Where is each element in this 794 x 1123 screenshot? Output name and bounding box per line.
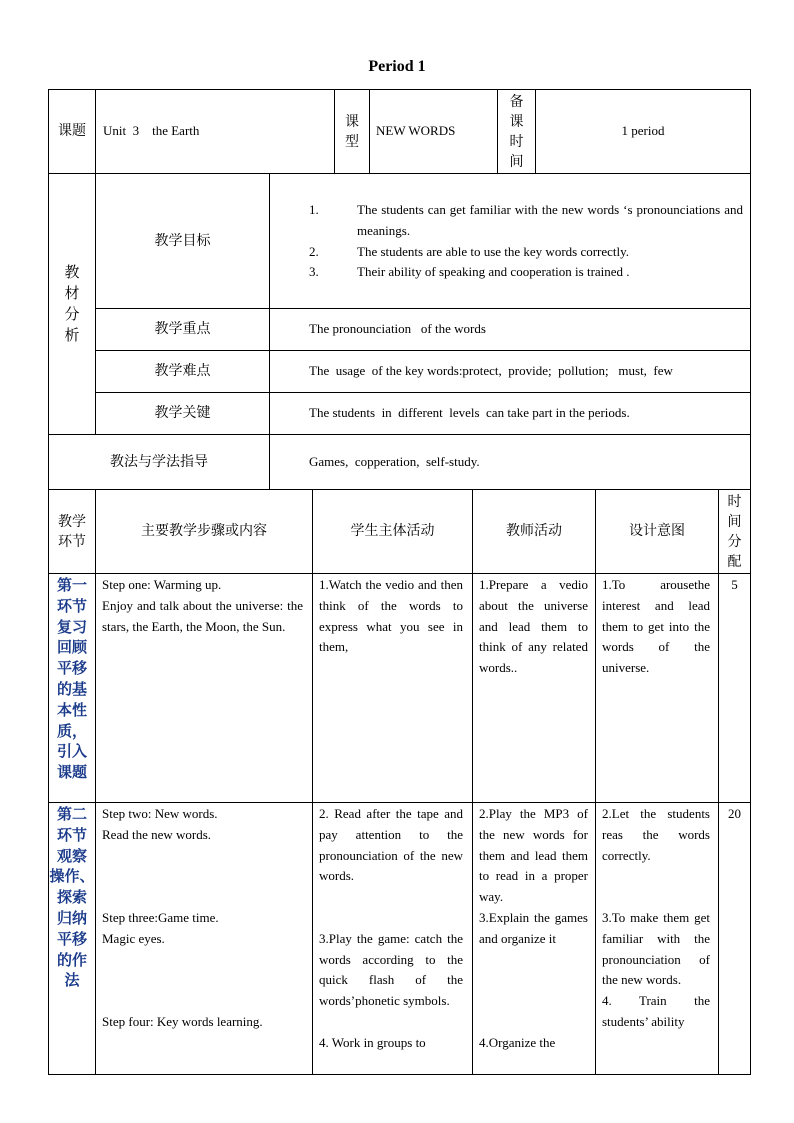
stage-2-label: 第二 环节 观察 操作、 探索 归纳 平移 的作 法 bbox=[49, 805, 95, 990]
step-2-teacher: 2.Play the MP3 of the new words for them and lead them to read in a proper way. 3.Explain the games and organize it 4.Organize the bbox=[479, 806, 588, 1050]
step-1-teacher: 1.Prepare a vedio about the universe and lead them to think of any related words.. bbox=[479, 577, 588, 676]
method-value: Games, copperation, self-study. bbox=[309, 453, 480, 469]
method-label: 教法与学法指导 bbox=[110, 453, 208, 470]
topic-value: Unit 3 the Earth bbox=[103, 123, 200, 139]
col-header-content: 主要教学步骤或内容 bbox=[141, 523, 267, 540]
prep-time-label: 备 课 时 间 bbox=[509, 93, 524, 170]
key-points-label: 教学重点 bbox=[154, 321, 211, 338]
stage-1-label: 第一 环节 复习 回顾 平移 的基 本性 质， 引入 课题 bbox=[56, 576, 87, 782]
crux-value: The students in different levels can take part in the periods. bbox=[309, 405, 630, 421]
topic-label: 课题 bbox=[58, 123, 86, 140]
goals-list bbox=[309, 200, 743, 283]
page-title: Period 1 bbox=[368, 58, 426, 75]
step-2-time: 20 bbox=[728, 806, 741, 821]
type-value: NEW WORDS bbox=[376, 123, 456, 139]
col-header-student: 学生主体活动 bbox=[350, 523, 435, 540]
difficult-points-label: 教学难点 bbox=[154, 363, 211, 380]
step-1-student: 1.Watch the vedio and then think of the words to express what you see in them, bbox=[319, 577, 463, 655]
key-points-value: The pronounciation of the words bbox=[309, 321, 486, 337]
col-header-time: 时 间 分 配 bbox=[727, 493, 742, 570]
step-2-student: 2. Read after the tape and pay attention to the pronounciation of the new words. 3.Play the game: catch the words according to the quick flash of the words’phonetic symbols. 4. Work in groups to bbox=[319, 806, 463, 1050]
step-1-content: Step one: Warming up. Enjoy and talk about the universe: the stars, the Earth, the Moon, the Sun. bbox=[102, 577, 303, 634]
col-header-stage: 教学 环节 bbox=[58, 513, 86, 550]
goal-item: 2. The students are able to use the key words correctly. bbox=[309, 243, 630, 259]
prep-time-value: 1 period bbox=[621, 123, 665, 139]
step-2-content: Step two: New words. Read the new words. Step three:Game time. Magic eyes. Step four: Key words learning. bbox=[102, 806, 263, 1029]
col-header-teacher: 教师活动 bbox=[506, 523, 562, 540]
step-2-design: 2.Let the students reas the words correctly. 3.To make them get familiar with the pronounciation of the new words. 4. Train the students’ ability bbox=[602, 806, 710, 1029]
step-1-time: 5 bbox=[731, 577, 738, 592]
difficult-points-value: The usage of the key words:protect, provide; pollution; must, few bbox=[309, 363, 673, 379]
goal-item: 3. Their ability of speaking and cooperation is trained . bbox=[309, 264, 630, 280]
goal-item: 1. The students can get familiar with the new words ‘s pronounciations and meanings. bbox=[309, 202, 743, 238]
step-1-design: 1.To arousethe interest and lead them to get into the words of the universe. bbox=[602, 577, 710, 676]
type-label: 课 型 bbox=[345, 113, 359, 150]
crux-label: 教学关键 bbox=[154, 405, 211, 422]
goals-label: 教学目标 bbox=[154, 232, 211, 249]
col-header-design: 设计意图 bbox=[629, 523, 685, 540]
analysis-section-label: 教 材 分 析 bbox=[64, 263, 80, 344]
